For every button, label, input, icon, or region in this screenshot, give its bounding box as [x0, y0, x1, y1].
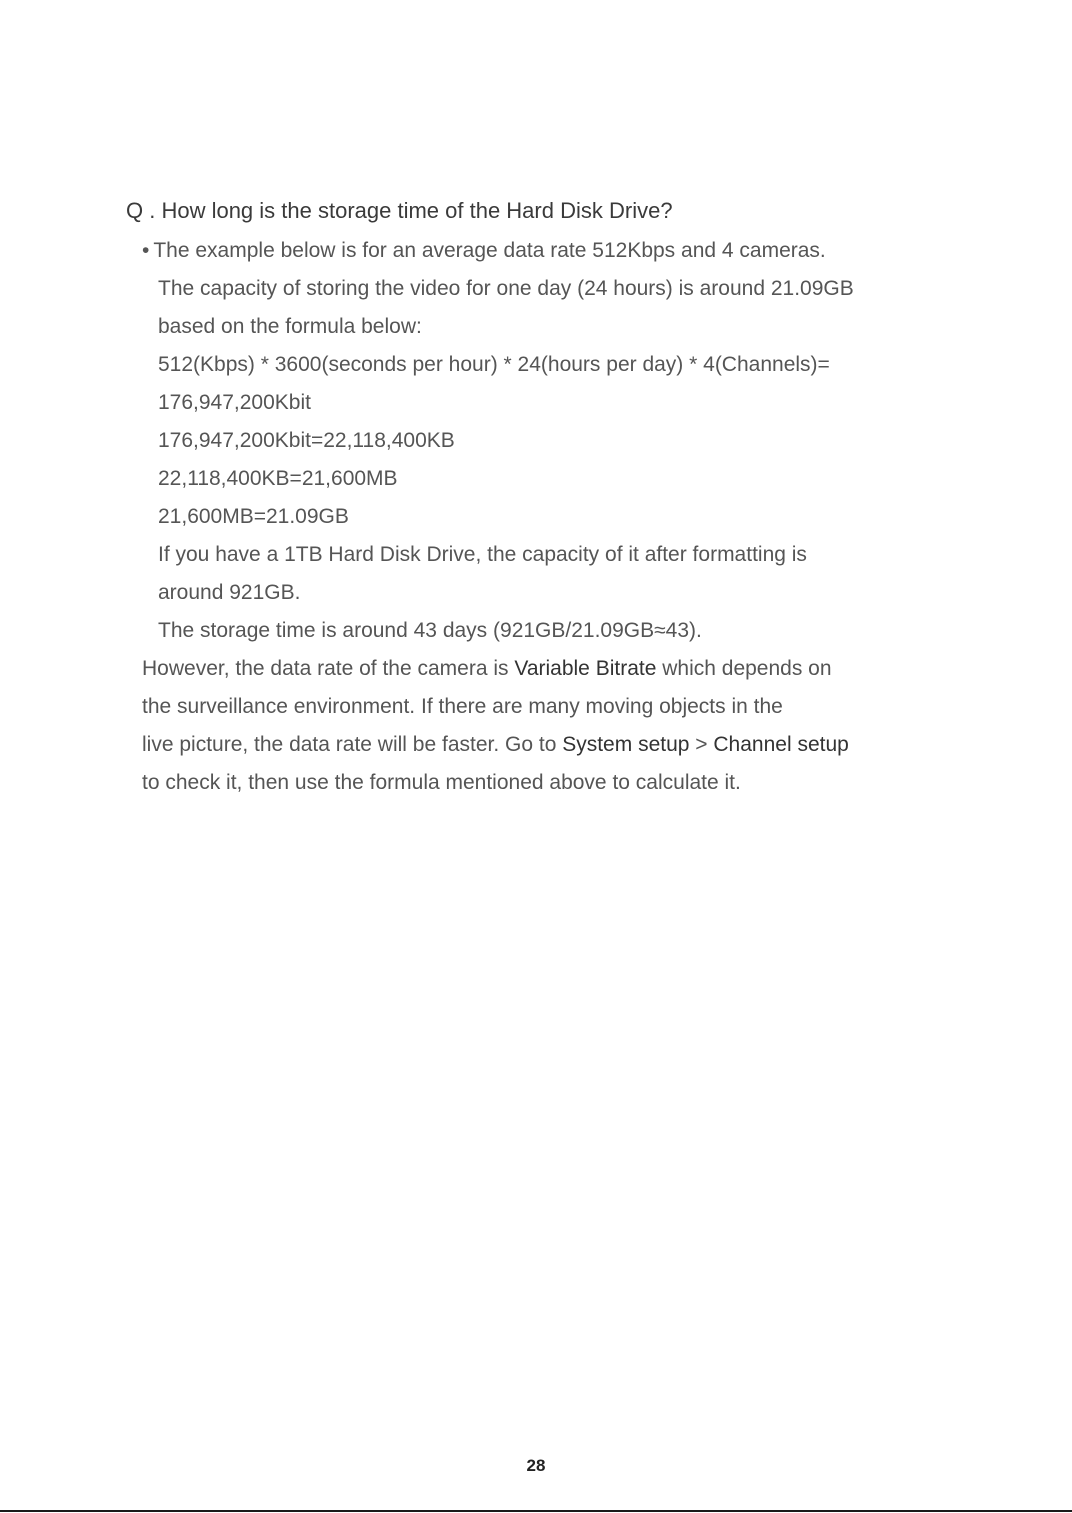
- note-line: to check it, then use the formula mentioned above to calculate it.: [142, 771, 741, 794]
- menu-path-separator: >: [689, 733, 714, 756]
- note-line: [142, 726, 942, 764]
- answer-line: around 921GB.: [158, 581, 301, 604]
- footer-divider: [0, 1510, 1072, 1512]
- note-text: live picture, the data rate will be faster. Go to: [142, 733, 563, 756]
- channel-setup-menu-ref: Channel setup: [713, 733, 849, 756]
- page-number: 28: [526, 1456, 546, 1475]
- formula-line: 512(Kbps) * 3600(seconds per hour) * 24(hours per day) * 4(Channels)=: [158, 353, 830, 376]
- answer-line: The capacity of storing the video for one day (24 hours) is around 21.09GB: [158, 277, 854, 300]
- note-line: the surveillance environment. If there are many moving objects in the: [142, 695, 783, 718]
- system-setup-menu-ref: System setup: [562, 733, 690, 756]
- faq-answer: [142, 232, 942, 802]
- bullet-point: •: [142, 239, 150, 262]
- answer-line-text: The example below is for an average data rate 512Kbps and 4 cameras.: [153, 239, 826, 262]
- formula-line: 21,600MB=21.09GB: [158, 505, 349, 528]
- faq-question: Q . How long is the storage time of the Hard Disk Drive?: [126, 198, 673, 223]
- formula-line: 176,947,200Kbit: [158, 391, 311, 414]
- answer-line: The storage time is around 43 days (921GB/21.09GB≈43).: [158, 619, 702, 642]
- formula-line: 22,118,400KB=21,600MB: [158, 467, 398, 490]
- note-text: which depends on: [656, 657, 832, 680]
- variable-bitrate-term: Variable Bitrate: [514, 657, 657, 680]
- note-text: However, the data rate of the camera is: [142, 657, 515, 680]
- answer-line: based on the formula below:: [158, 315, 422, 338]
- note-line: [142, 650, 942, 688]
- answer-line: [142, 232, 942, 270]
- answer-line: If you have a 1TB Hard Disk Drive, the capacity of it after formatting is: [158, 543, 807, 566]
- formula-line: 176,947,200Kbit=22,118,400KB: [158, 429, 455, 452]
